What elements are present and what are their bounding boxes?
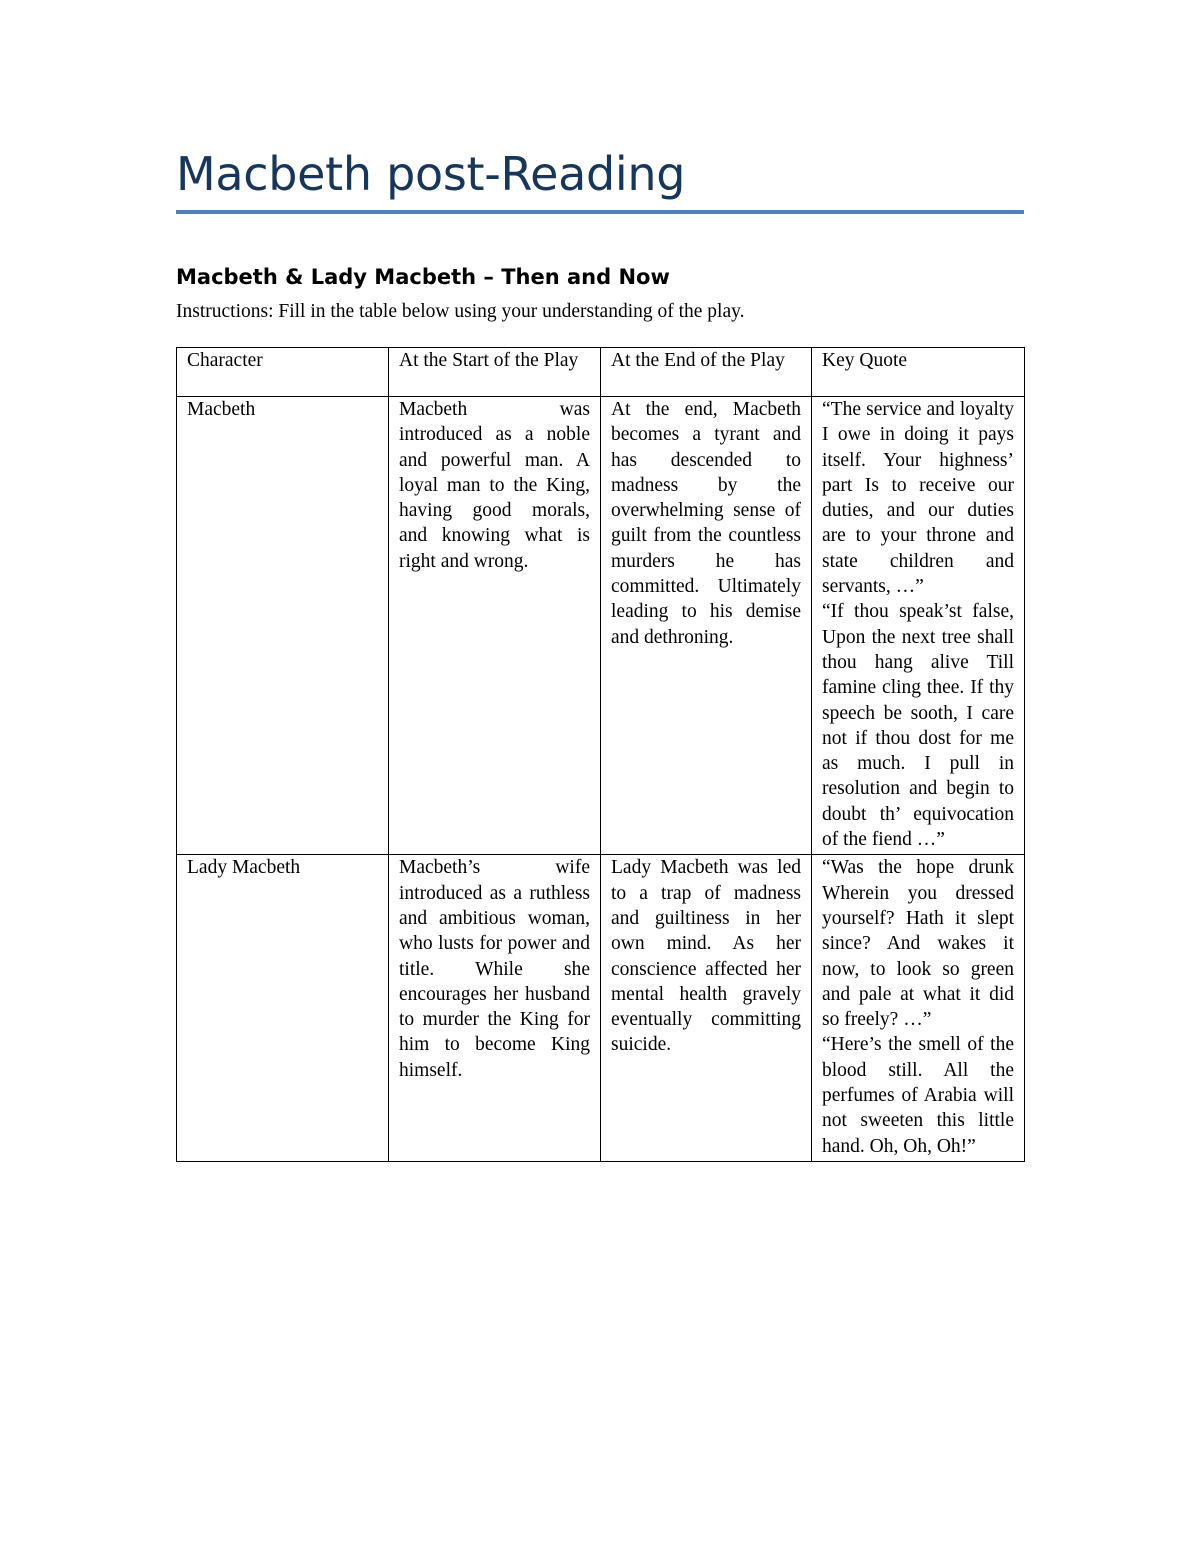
cell-start-description: Macbeth was introduced as a noble and powerful man. A loyal man to the King, having good morals, and knowing what is right and wrong. — [389, 397, 601, 855]
key-quote: “If thou speak’st false, Upon the next tree shall thou hang alive Till famine cling thee. If thy speech be sooth, I care not if thou dost for me as much. I pull in resolution and begin to doubt th’ equivocation of the fiend …” — [822, 601, 1014, 851]
title-underline — [176, 210, 1024, 214]
table-row-lady-macbeth — [177, 855, 1025, 1162]
key-quote: “Was the hope drunk Wherein you dressed yourself? Hath it slept since? And wakes it now, to look so green and pale at what it did so freely? …” — [822, 857, 1014, 1031]
header-end-of-play: At the End of the Play — [601, 348, 812, 397]
header-character: Character — [177, 348, 389, 397]
section-heading: Macbeth & Lady Macbeth – Then and Now — [176, 265, 670, 289]
header-key-quote: Key Quote — [812, 348, 1025, 397]
key-quote: “The service and loyalty I owe in doing it pays itself. Your highness’ part Is to receive our duties, and our duties are to your throne and state children and servants, …” — [822, 399, 1014, 598]
header-start-of-play: At the Start of the Play — [389, 348, 601, 397]
cell-character-name: Lady Macbeth — [177, 855, 389, 1162]
table-row-macbeth — [177, 397, 1025, 855]
cell-key-quotes — [812, 855, 1025, 1162]
character-table — [176, 347, 1025, 1162]
instructions-text: Instructions: Fill in the table below using your understanding of the play. — [176, 301, 745, 322]
cell-character-name: Macbeth — [177, 397, 389, 855]
key-quote: “Here’s the smell of the blood still. All the perfumes of Arabia will not sweeten this little hand. Oh, Oh, Oh!” — [822, 1034, 1014, 1157]
cell-key-quotes — [812, 397, 1025, 855]
table-header-row — [177, 348, 1025, 397]
cell-end-description: At the end, Macbeth becomes a tyrant and has descended to madness by the overwhelming sense of guilt from the countless murders he has committed. Ultimately leading to his demise and dethroning. — [601, 397, 812, 855]
cell-end-description: Lady Macbeth was led to a trap of madness and guiltiness in her own mind. As her conscience affected her mental health gravely eventually committing suicide. — [601, 855, 812, 1162]
cell-start-description: Macbeth’s wife introduced as a ruthless and ambitious woman, who lusts for power and title. While she encourages her husband to murder the King for him to become King himself. — [389, 855, 601, 1162]
document-title: Macbeth post-Reading — [176, 147, 686, 201]
